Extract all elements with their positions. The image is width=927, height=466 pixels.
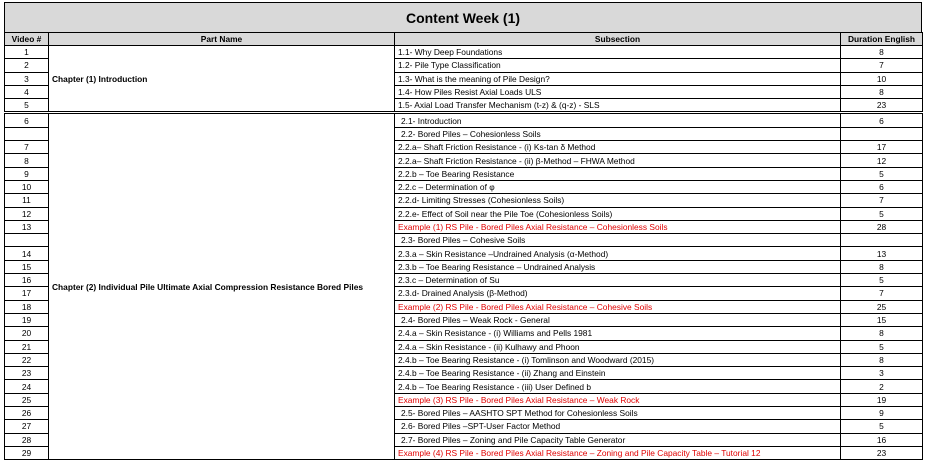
subsection-cell: 2.2.d- Limiting Stresses (Cohesionless Soils) [395,194,841,207]
subsection-cell: 1.3- What is the meaning of Pile Design? [395,72,841,85]
duration-cell: 8 [841,327,923,340]
video-number-cell: 10 [5,180,49,193]
example-subsection-cell: Example (2) RS Pile - Bored Piles Axial Resistance – Cohesive Soils [395,300,841,313]
video-number-cell [5,127,49,140]
subsection-cell: 2.3.a – Skin Resistance –Undrained Analysis (α-Method) [395,247,841,260]
video-number-cell: 21 [5,340,49,353]
subsection-cell: 1.1- Why Deep Foundations [395,46,841,59]
table-row [5,113,923,127]
subsection-cell: 2.4.a – Skin Resistance - (ii) Kulhawy and Phoon [395,340,841,353]
duration-cell: 23 [841,446,923,459]
video-number-cell: 8 [5,154,49,167]
duration-cell: 7 [841,287,923,300]
subsection-cell: 2.2.c – Determination of φ [395,180,841,193]
duration-cell: 8 [841,85,923,98]
duration-cell: 5 [841,274,923,287]
subsection-cell: 2.2- Bored Piles – Cohesionless Soils [395,127,841,140]
subsection-cell: 2.4.b – Toe Bearing Resistance - (ii) Zhang and Einstein [395,367,841,380]
table-row [5,46,923,59]
duration-cell: 28 [841,220,923,233]
video-number-cell: 5 [5,99,49,113]
duration-cell: 23 [841,99,923,113]
video-number-cell: 19 [5,313,49,326]
video-number-cell: 16 [5,274,49,287]
subsection-cell: 2.2.a– Shaft Friction Resistance - (ii) β-Method – FHWA Method [395,154,841,167]
sheet-title: Content Week (1) [4,2,922,32]
video-number-cell: 14 [5,247,49,260]
subsection-cell: 2.3.c – Determination of Su [395,274,841,287]
video-number-cell: 24 [5,380,49,393]
video-number-cell: 20 [5,327,49,340]
duration-cell: 7 [841,59,923,72]
duration-cell: 6 [841,113,923,127]
duration-cell [841,234,923,247]
duration-cell: 5 [841,207,923,220]
subsection-cell: 2.1- Introduction [395,113,841,127]
video-number-cell: 12 [5,207,49,220]
header-video: Video # [5,33,49,46]
duration-cell: 5 [841,167,923,180]
subsection-cell: 2.2.a– Shaft Friction Resistance - (i) Ks-tan δ Method [395,141,841,154]
duration-cell: 16 [841,433,923,446]
subsection-cell: 2.7- Bored Piles – Zoning and Pile Capacity Table Generator [395,433,841,446]
video-number-cell: 6 [5,113,49,127]
duration-cell: 6 [841,180,923,193]
subsection-cell: 2.2.e- Effect of Soil near the Pile Toe (Cohesionless Soils) [395,207,841,220]
video-number-cell: 17 [5,287,49,300]
subsection-cell: 1.2- Pile Type Classification [395,59,841,72]
video-number-cell: 15 [5,260,49,273]
duration-cell: 15 [841,313,923,326]
duration-cell: 9 [841,407,923,420]
example-subsection-cell: Example (3) RS Pile - Bored Piles Axial Resistance – Weak Rock [395,393,841,406]
video-number-cell: 4 [5,85,49,98]
video-number-cell: 13 [5,220,49,233]
subsection-cell: 2.6- Bored Piles –SPT-User Factor Method [395,420,841,433]
duration-cell: 19 [841,393,923,406]
video-number-cell: 11 [5,194,49,207]
video-number-cell: 23 [5,367,49,380]
header-part-name: Part Name [49,33,395,46]
table-body [5,46,923,460]
video-number-cell: 9 [5,167,49,180]
subsection-cell: 1.5- Axial Load Transfer Mechanism (t-z) & (q-z) - SLS [395,99,841,113]
duration-cell: 7 [841,194,923,207]
example-subsection-cell: Example (4) RS Pile - Bored Piles Axial Resistance – Zoning and Pile Capacity Table – Tutorial 12 [395,446,841,459]
video-number-cell: 27 [5,420,49,433]
video-number-cell: 29 [5,446,49,459]
duration-cell: 10 [841,72,923,85]
duration-cell: 5 [841,340,923,353]
duration-cell: 5 [841,420,923,433]
duration-cell: 17 [841,141,923,154]
subsection-cell: 2.4- Bored Piles – Weak Rock - General [395,313,841,326]
duration-cell: 12 [841,154,923,167]
content-table [4,32,923,460]
video-number-cell: 22 [5,353,49,366]
duration-cell: 8 [841,260,923,273]
header-row [5,33,923,46]
subsection-cell: 2.4.b – Toe Bearing Resistance - (i) Tomlinson and Woodward (2015) [395,353,841,366]
video-number-cell: 7 [5,141,49,154]
duration-cell: 8 [841,46,923,59]
duration-cell: 25 [841,300,923,313]
video-number-cell: 3 [5,72,49,85]
subsection-cell: 2.3- Bored Piles – Cohesive Soils [395,234,841,247]
content-sheet [4,2,922,460]
subsection-cell: 2.3.b – Toe Bearing Resistance – Undrained Analysis [395,260,841,273]
header-subsection: Subsection [395,33,841,46]
video-number-cell [5,234,49,247]
video-number-cell: 28 [5,433,49,446]
example-subsection-cell: Example (1) RS Pile - Bored Piles Axial Resistance – Cohesionless Soils [395,220,841,233]
video-number-cell: 1 [5,46,49,59]
duration-cell: 8 [841,353,923,366]
video-number-cell: 26 [5,407,49,420]
video-number-cell: 2 [5,59,49,72]
subsection-cell: 2.4.a – Skin Resistance - (i) Williams and Pells 1981 [395,327,841,340]
subsection-cell: 2.2.b – Toe Bearing Resistance [395,167,841,180]
subsection-cell: 2.4.b – Toe Bearing Resistance - (iii) User Defined b [395,380,841,393]
duration-cell: 2 [841,380,923,393]
video-number-cell: 25 [5,393,49,406]
part-name-cell: Chapter (2) Individual Pile Ultimate Axial Compression Resistance Bored Piles [49,113,395,460]
video-number-cell: 18 [5,300,49,313]
subsection-cell: 2.5- Bored Piles – AASHTO SPT Method for Cohesionless Soils [395,407,841,420]
subsection-cell: 2.3.d- Drained Analysis (β-Method) [395,287,841,300]
duration-cell: 3 [841,367,923,380]
header-duration: Duration English [841,33,923,46]
subsection-cell: 1.4- How Piles Resist Axial Loads ULS [395,85,841,98]
part-name-cell: Chapter (1) Introduction [49,46,395,113]
duration-cell: 13 [841,247,923,260]
duration-cell [841,127,923,140]
